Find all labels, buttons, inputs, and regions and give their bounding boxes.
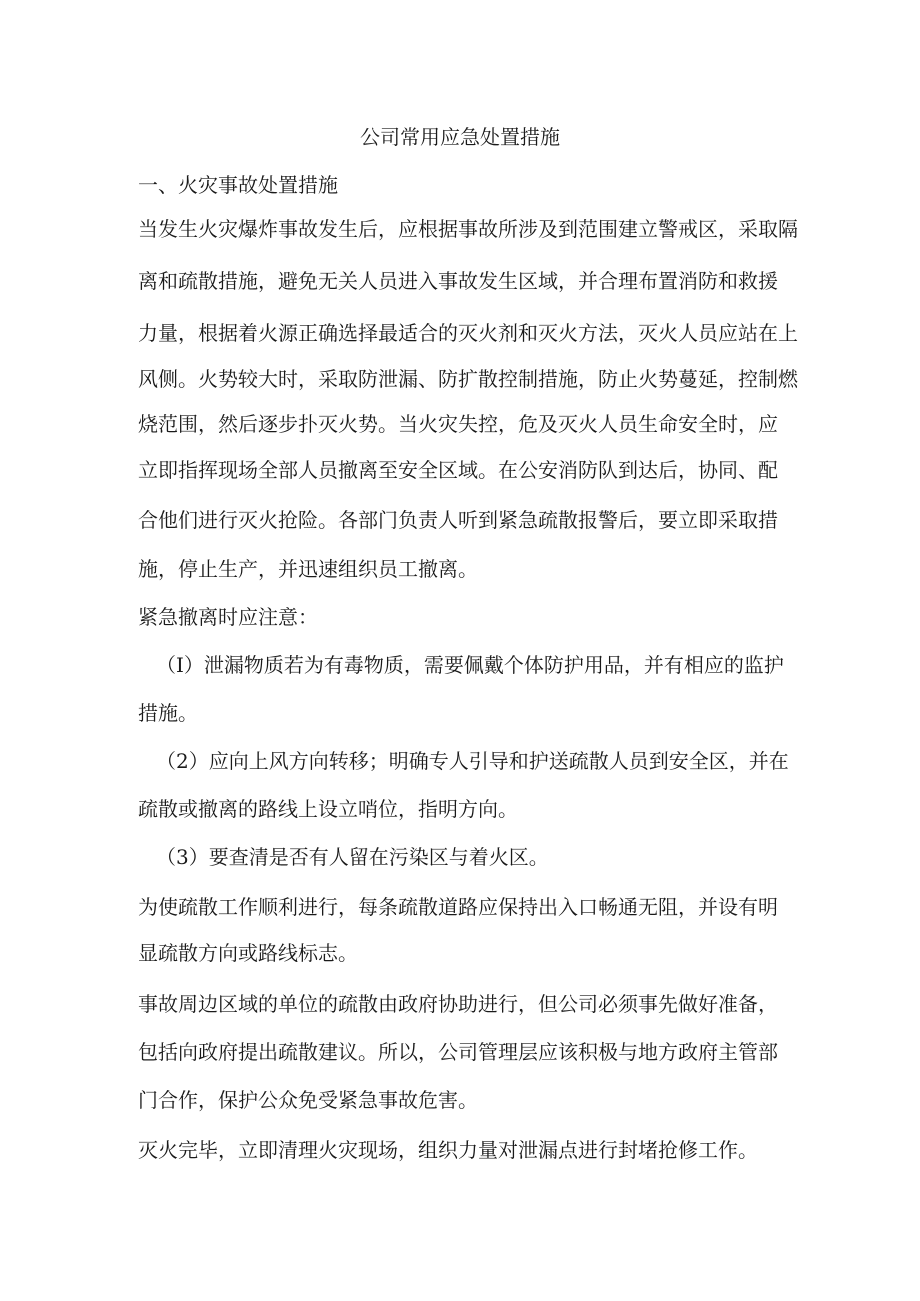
document-title: 公司常用应急处置措施 [360,125,560,149]
text-line: 风侧。火势较大时，采取防泄漏、防扩散控制措施，防止火势蔓延，控制燃 [138,367,798,391]
text-line: （I）泄漏物质若为有毒物质，需要佩戴个体防护用品，并有相应的监护 [156,653,784,677]
text-line: 为使疏散工作顺利进行，每条疏散道路应保持出入口畅通无阻，并设有明 [138,895,778,919]
text-line: 包括向政府提出疏散建议。所以，公司管理层应该积极与地方政府主管部 [138,1040,778,1064]
section-heading: 一、火灾事故处置措施 [138,173,338,197]
text-line: 灭火完毕，立即清理火灾现场，组织力量对泄漏点进行封堵抢修工作。 [138,1138,758,1162]
text-line: 显疏散方向或路线标志。 [138,941,358,965]
text-line: 烧范围，然后逐步扑灭火势。当火灾失控，危及灭火人员生命安全时，应 [138,412,778,436]
text-line: 门合作，保护公众免受紧急事故危害。 [138,1088,478,1112]
text-line: 立即指挥现场全部人员撤离至安全区域。在公安消防队到达后，协同、配 [138,458,778,482]
text-line: 离和疏散措施，避免无关人员进入事故发生区域，并合理布置消防和救援 [138,269,778,293]
text-line: 事故周边区域的单位的疏散由政府协助进行，但公司必须事先做好准备， [138,992,778,1016]
text-line: 力量，根据着火源正确选择最适合的灭火剂和灭火方法，灭火人员应站在上 [138,321,798,345]
text-line: 施，停止生产，并迅速组织员工撤离。 [138,557,478,581]
text-line: 疏散或撤离的路线上设立哨位，指明方向。 [138,797,518,821]
text-line: （3）要查清是否有人留在污染区与着火区。 [156,845,549,869]
text-line: 当发生火灾爆炸事故发生后，应根据事故所涉及到范围建立警戒区，采取隔 [138,217,798,241]
text-line: 措施。 [138,701,198,725]
text-line: 合他们进行灭火抢险。各部门负责人听到紧急疏散报警后，要立即采取措 [138,508,778,532]
text-line: （2）应向上风方向转移；明确专人引导和护送疏散人员到安全区，并在 [156,749,789,773]
evacuation-notice-label: 紧急撤离时应注意： [138,605,318,629]
